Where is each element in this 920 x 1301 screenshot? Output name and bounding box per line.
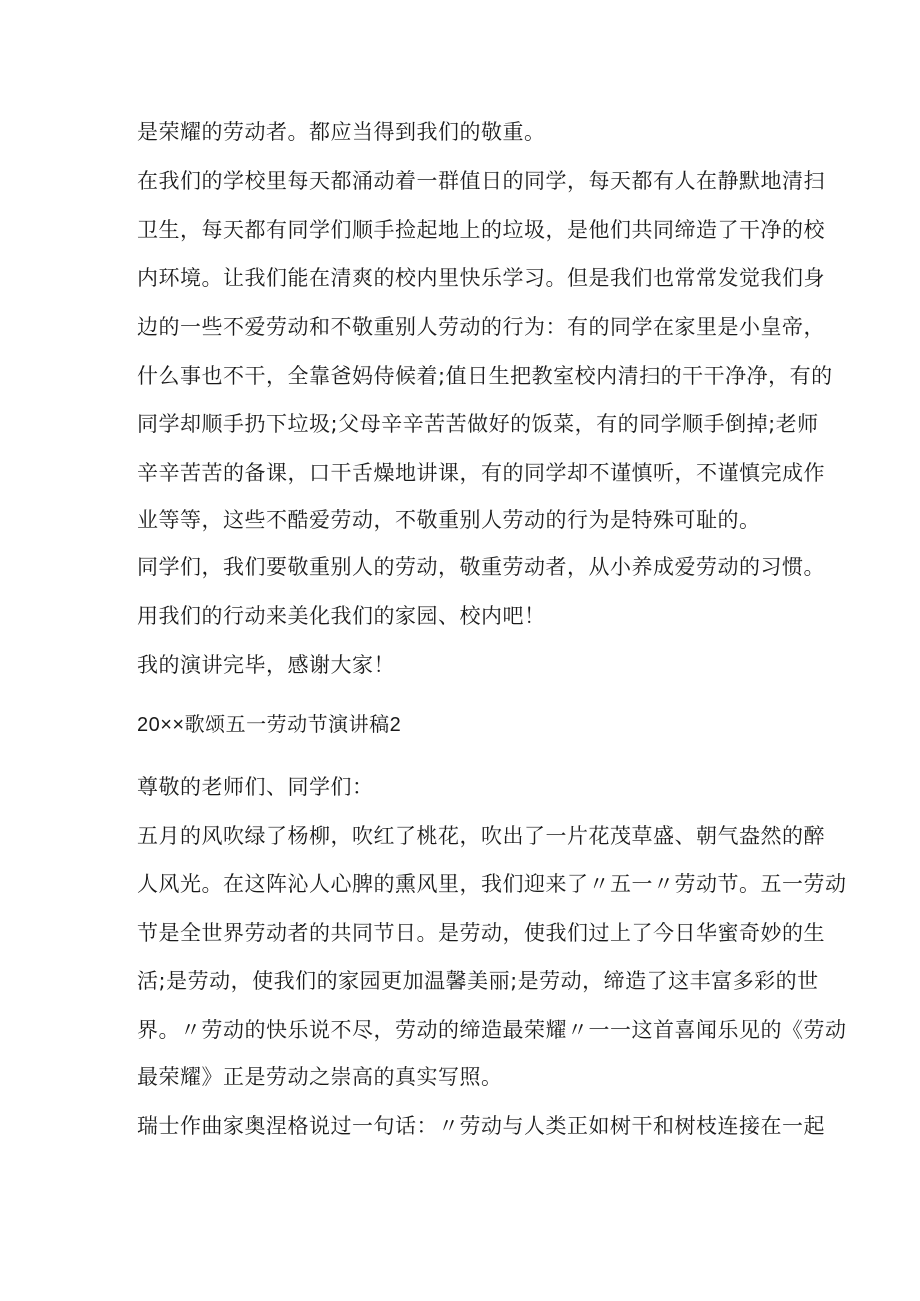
text-line: 卫生，每天都有同学们顺手捡起地上的垃圾，是他们共同缔造了干净的校	[137, 218, 825, 242]
text-line: 在我们的学校里每天都涌动着一群值日的同学，每天都有人在静默地清扫	[137, 169, 825, 193]
text-line: 节是全世界劳动者的共同节日。是劳动，使我们过上了今日华蜜奇妙的生	[137, 921, 825, 945]
text-line: 最荣耀》正是劳动之崇高的真实写照。	[137, 1065, 503, 1089]
text-line: 什么事也不干，全靠爸妈侍候着;值日生把教室校内清扫的干干净净，有的	[137, 364, 833, 388]
text-line: 活;是劳动，使我们的家园更加温馨美丽;是劳动，缔造了这丰富多彩的世	[137, 969, 819, 993]
text-line: 边的一些不爱劳动和不敬重别人劳动的行为：有的同学在家里是小皇帝，	[137, 315, 825, 339]
text-line: 是荣耀的劳动者。都应当得到我们的敬重。	[137, 120, 546, 144]
text-line: 人风光。在这阵沁人心脾的熏风里，我们迎来了〃五一〃劳动节。五一劳动	[137, 872, 847, 896]
text-line: 五月的风吹绿了杨柳，吹红了桃花，吹出了一片花茂草盛、朝气盎然的醉	[137, 824, 825, 848]
text-line: 业等等，这些不酷爱劳动，不敬重别人劳动的行为是特殊可耻的。	[137, 508, 761, 532]
text-line: 瑞士作曲家奥涅格说过一句话：〃劳动与人类正如树干和树枝连接在一起	[137, 1114, 825, 1138]
text-line: 同学们，我们要敬重别人的劳动，敬重劳动者，从小养成爱劳动的习惯。	[137, 555, 825, 579]
text-line: 用我们的行动来美化我们的家园、校内吧！	[137, 604, 546, 628]
text-line: 界。〃劳动的快乐说不尽，劳动的缔造最荣耀〃一一这首喜闻乐见的《劳动	[137, 1018, 847, 1042]
text-line: 同学却顺手扔下垃圾;父母辛辛苦苦做好的饭菜，有的同学顺手倒掉;老师	[137, 412, 819, 436]
text-line: 辛辛苦苦的备课，口干舌燥地讲课，有的同学却不谨慎听，不谨慎完成作	[137, 461, 825, 485]
section-title: 20××歌颂五一劳动节演讲稿2	[137, 714, 402, 736]
salutation: 尊敬的老师们、同学们：	[137, 775, 374, 799]
text-line: 内环境。让我们能在清爽的校内里快乐学习。但是我们也常常发觉我们身	[137, 266, 825, 290]
text-line: 我的演讲完毕，感谢大家！	[137, 653, 395, 677]
